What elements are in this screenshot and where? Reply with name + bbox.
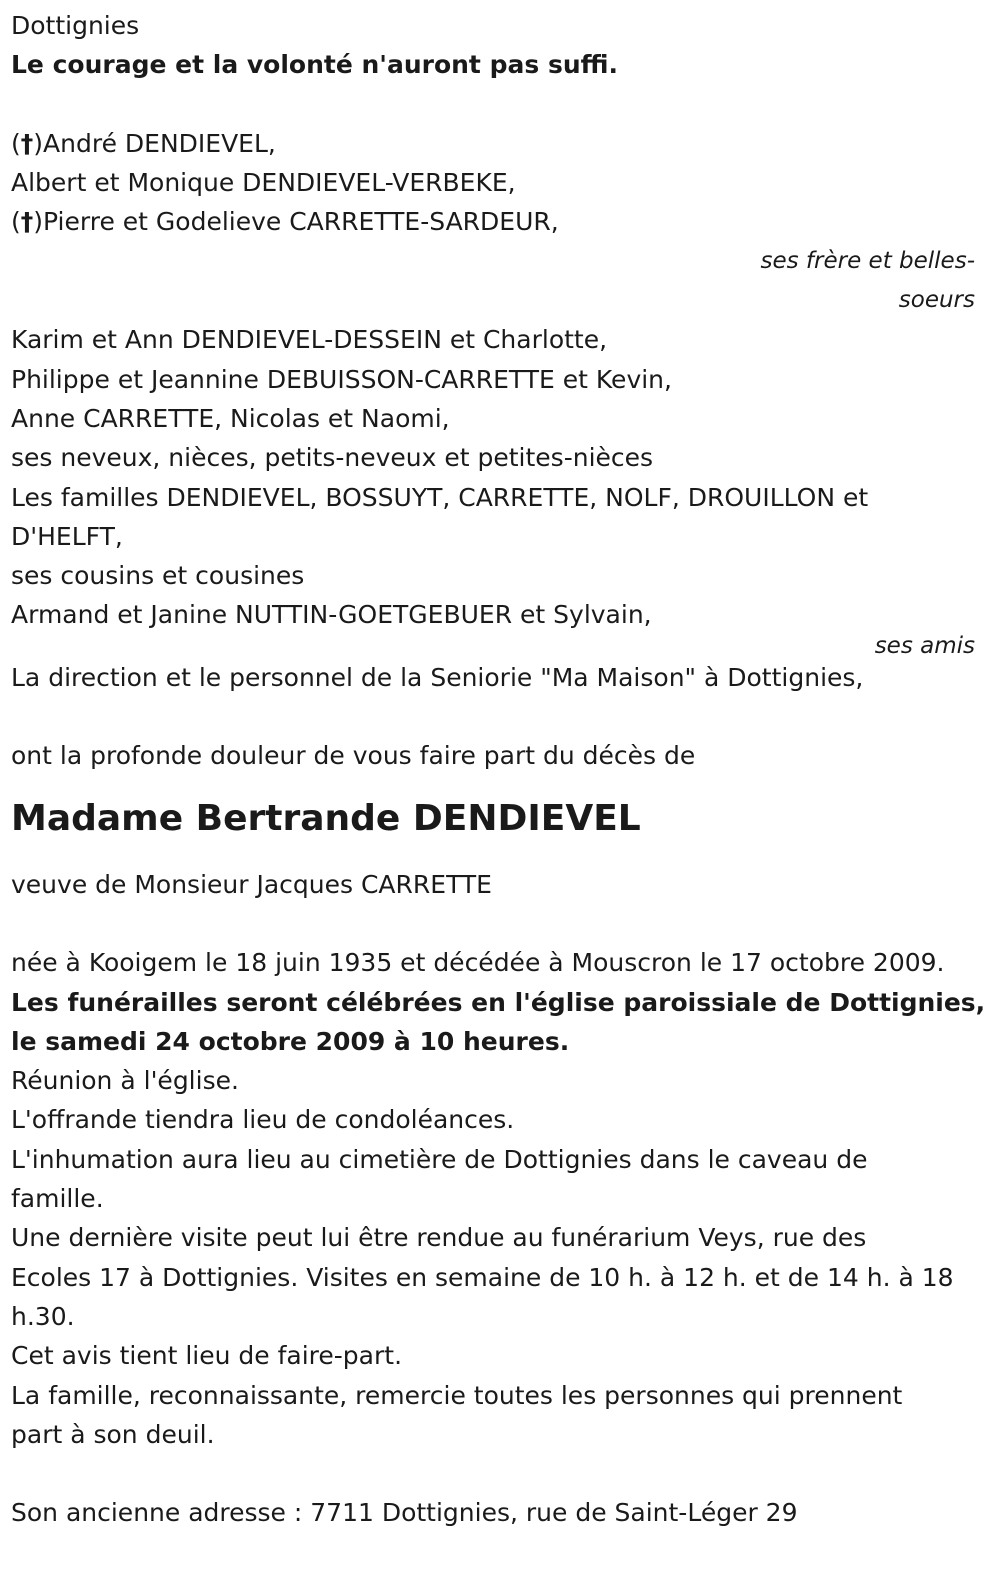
cross-icon: † — [20, 128, 34, 158]
announcement-text: ont la profonde douleur de vous faire part du décès de — [11, 741, 696, 771]
birth-death: née à Kooigem le 18 juin 1935 et décédée à Mouscron le 17 octobre 2009. — [11, 948, 945, 978]
family-line-2: Albert et Monique DENDIEVEL-VERBEKE, — [11, 168, 516, 198]
visit-line-2: Ecoles 17 à Dottignies. Visites en semaine de 10 h. à 12 h. et de 14 h. à 18 — [11, 1262, 954, 1292]
relation-siblings-b: soeurs — [898, 287, 975, 314]
family-line-10: Armand et Janine NUTTIN-GOETGEBUER et Sylvain, — [11, 600, 652, 630]
thanks-line-2: part à son deuil. — [11, 1419, 215, 1449]
family-line-1: (†)André DENDIEVEL, — [11, 128, 276, 158]
family-line-7: ses neveux, nièces, petits-neveux et petites-nièces — [11, 443, 654, 473]
place-name: Dottignies — [11, 11, 140, 40]
family-line-6: Anne CARRETTE, Nicolas et Naomi, — [11, 403, 450, 433]
family-line-5: Philippe et Jeannine DEBUISSON-CARRETTE et Kevin, — [11, 364, 672, 394]
spacer — [11, 1454, 975, 1493]
funeral-line-2: le samedi 24 octobre 2009 à 10 heures. — [11, 1026, 570, 1056]
spacer — [11, 85, 975, 124]
spacer — [11, 904, 975, 943]
widow-of: veuve de Monsieur Jacques CARRETTE — [11, 869, 492, 899]
cross-icon: † — [20, 207, 34, 237]
family-line-9: ses cousins et cousines — [11, 561, 305, 591]
family-line-1-text: André DENDIEVEL, — [43, 128, 276, 158]
family-line-8: Les familles DENDIEVEL, BOSSUYT, CARRETTE, NOLF, DROUILLON et — [11, 482, 869, 512]
family-line-3-text: Pierre et Godelieve CARRETTE-SARDEUR, — [43, 207, 559, 237]
spacer — [11, 697, 975, 736]
former-address: Son ancienne adresse : 7711 Dottignies, rue de Saint-Léger 29 — [11, 1498, 798, 1528]
thanks-line-1: La famille, reconnaissante, remercie toutes les personnes qui prennent — [11, 1380, 903, 1410]
offering-info: L'offrande tiendra lieu de condoléances. — [11, 1105, 515, 1135]
visit-line-1: Une dernière visite peut lui être rendue au funérarium Veys, rue des — [11, 1223, 867, 1253]
visit-line-3: h.30. — [11, 1301, 75, 1331]
family-line-8b: D'HELFT, — [11, 521, 123, 551]
burial-line-1: L'inhumation aura lieu au cimetière de Dottignies dans le caveau de — [11, 1144, 868, 1174]
notice-info: Cet avis tient lieu de faire-part. — [11, 1341, 403, 1371]
spacer — [11, 843, 975, 865]
burial-line-2: famille. — [11, 1184, 104, 1214]
family-line-11: La direction et le personnel de la Seniorie "Ma Maison" à Dottignies, — [11, 662, 864, 692]
deceased-name: Madame Bertrande DENDIEVEL — [11, 797, 641, 839]
meeting-info: Réunion à l'église. — [11, 1066, 239, 1096]
family-line-3: (†)Pierre et Godelieve CARRETTE-SARDEUR, — [11, 207, 559, 237]
family-line-4: Karim et Ann DENDIEVEL-DESSEIN et Charlotte, — [11, 325, 608, 355]
relation-siblings-a: ses frère et belles- — [760, 247, 975, 274]
relation-friends: ses amis — [874, 632, 975, 659]
motto: Le courage et la volonté n'auront pas suffi. — [11, 50, 618, 80]
funeral-line-1: Les funérailles seront célébrées en l'église paroissiale de Dottignies, — [11, 987, 986, 1017]
